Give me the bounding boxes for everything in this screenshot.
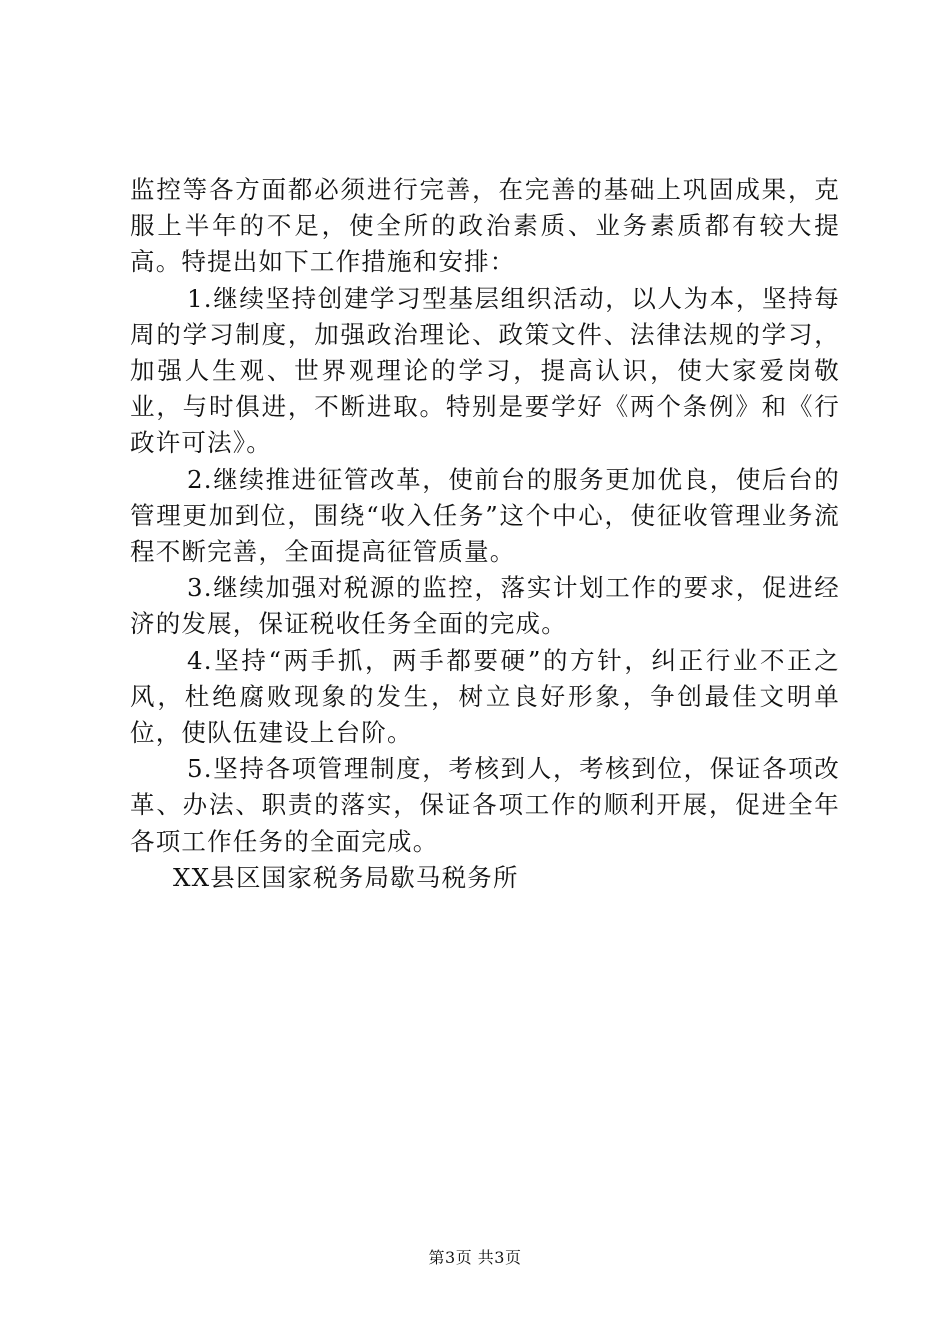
page-footer: 第3页 共3页 [428,1248,522,1267]
measure-item-3: 3.继续加强对税源的监控，落实计划工作的要求，促进经济的发展，保证税收任务全面的完成。 [130,573,840,639]
measure-item-2: 2.继续推进征管改革，使前台的服务更加优良，使后台的管理更加到位，围绕“收入任务”这个中心，使征收管理业务流程不断完善，全面提高征管质量。 [130,464,840,567]
measure-item-4: 4.坚持“两手抓，两手都要硬”的方针，纠正行业不正之风，杜绝腐败现象的发生，树立良好形象，争创最佳文明单位，使队伍建设上台阶。 [130,645,840,748]
intro-paragraph: 监控等各方面都必须进行完善，在完善的基础上巩固成果，克服上半年的不足，使全所的政治素质、业务素质都有较大提高。特提出如下工作措施和安排： [130,175,840,277]
measure-item-5: 5.坚持各项管理制度，考核到人，考核到位，保证各项改革、办法、职责的落实，保证各项工作的顺利开展，促进全年各项工作任务的全面完成。 [130,754,840,856]
document-body [130,172,840,896]
measure-item-1: 1.继续坚持创建学习型基层组织活动，以人为本，坚持每周的学习制度，加强政治理论、政策文件、法律法规的学习，加强人生观、世界观理论的学习，提高认识，使大家爱岗敬业，与时俱进，不断进取。特别是要学好《两个条例》和《行政许可法》。 [130,283,840,458]
signature-line: XX县区国家税务局歇马税务所 [173,862,519,892]
